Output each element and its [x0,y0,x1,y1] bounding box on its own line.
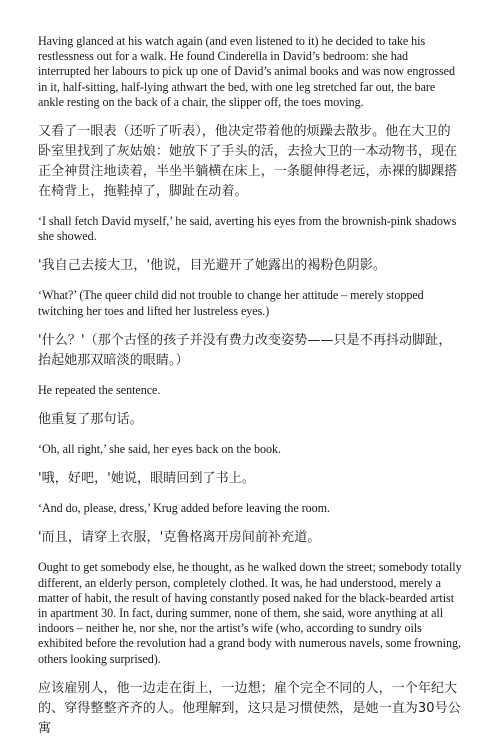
paragraph-zh-6: '而且，请穿上衣服，'克鲁格离开房间前补充道。 [38,530,321,546]
paragraph-zh-2: '我自己去接大卫，'他说，目光避开了她露出的褐粉色阴影。 [38,258,386,274]
paragraph-zh-5: '哦，好吧，'她说，眼睛回到了书上。 [38,471,255,487]
paragraph-en-3: ‘What?’ (The queer child did not trouble to change her attitude – merely stopped twitching her toes and lifted her lustreless eyes.) [38,288,424,318]
paragraph-en-2: ‘I shall fetch David myself,’ he said, averting his eyes from the brownish-pink shadows she showed. [38,214,457,244]
bilingual-document [38,34,462,739]
paragraph-en-7: Ought to get somebody else, he thought, as he walked down the street; somebody totally different, an elderly person, completely clothed. It was, he had understood, merely a matter of habit, the result of having constantly posed naked for the black-bearded artist in apartment 30. In fact, during summer, none of them, she said, wore anything at all indoors – neither he, nor she, nor the artist’s wife (who, according to sundry oils exhibited before the revolution had a grand body with numerous navels, some frowning, others looking surprised). [38,560,462,666]
paragraph-en-6: ‘And do, please, dress,’ Krug added before leaving the room. [38,501,330,516]
paragraph-zh-7: 应该雇别人，他一边走在街上，一边想；雇个完全不同的人，一个年纪大的、穿得整整齐齐的人。他理解到，这只是习惯使然，是她一直为30号公寓 [38,680,461,736]
paragraph-zh-3: '什么？'（那个古怪的孩子并没有费力改变姿势——只是不再抖动脚趾，抬起她那双暗淡的眼睛。） [38,332,452,368]
paragraph-zh-1: 又看了一眼表（还听了听表），他决定带着他的烦躁去散步。他在大卫的卧室里找到了灰姑娘：她放下了手头的活，去捡大卫的一本动物书，现在正全神贯注地读着，半坐半躺横在床上，一条腿伸得老远，赤裸的脚踝搭在椅背上，拖鞋掉了，脚趾在动着。 [38,124,458,200]
paragraph-en-4: He repeated the sentence. [38,382,161,397]
paragraph-en-1: Having glanced at his watch again (and even listened to it) he decided to take his restlessness out for a walk. He found Cinderella in David’s bedroom: she had interrupted her labours to pick up one of David’s animal books and was now engrossed in it, half-sitting, half-lying athwart the bed, with one leg stretched far out, the bare ankle resting on the back of a chair, the slipper off, the toes moving. [38,34,455,109]
paragraph-zh-4: 他重复了那句话。 [38,412,143,428]
paragraph-en-5: ‘Oh, all right,’ she said, her eyes back on the book. [38,442,281,457]
